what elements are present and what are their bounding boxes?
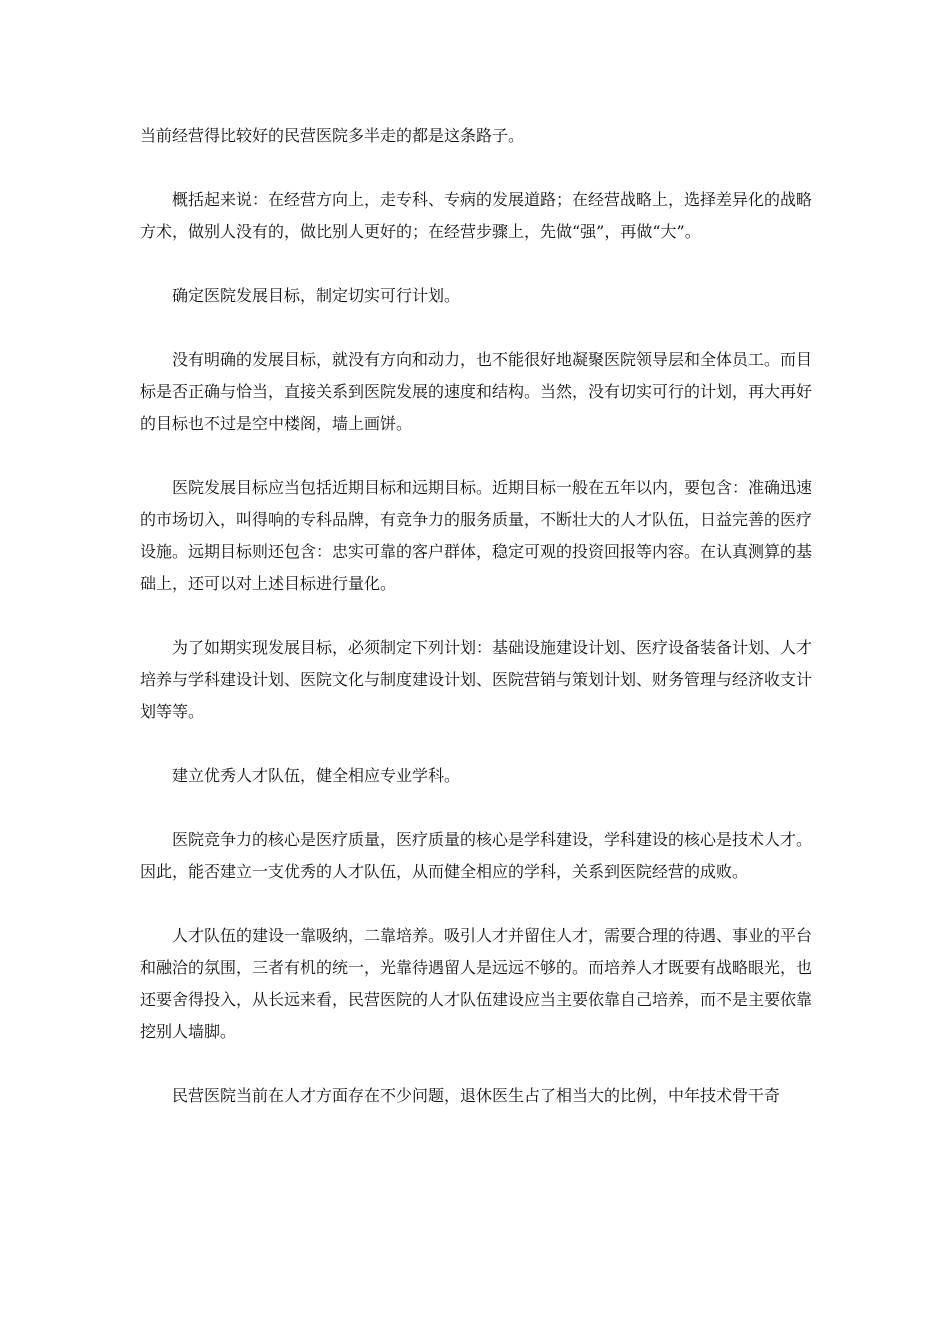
document-body [140, 120, 812, 1144]
paragraph-competitiveness: 医院竞争力的核心是医疗质量，医疗质量的核心是学科建设，学科建设的核心是技术人才。因此，能否建立一支优秀的人才队伍，从而健全相应的学科，关系到医院经营的成败。 [140, 830, 813, 881]
section-heading-talent: 建立优秀人才队伍，健全相应专业学科。 [172, 766, 461, 785]
paragraph-plans: 为了如期实现发展目标，必须制定下列计划：基础设施建设计划、医疗设备装备计划、人才培养与学科建设计划、医院文化与制度建设计划、医院营销与策划计划、财务管理与经济收支计划等等。 [140, 638, 813, 721]
section-heading-goals: 确定医院发展目标，制定切实可行计划。 [172, 286, 461, 305]
paragraph-goals-importance: 没有明确的发展目标，就没有方向和动力，也不能很好地凝聚医院领导层和全体员工。而目标是否正确与恰当，直接关系到医院发展的速度和结构。当然，没有切实可行的计划，再大再好的目标也不过是空中楼阁，墙上画饼。 [140, 350, 813, 433]
paragraph-goals-content: 医院发展目标应当包括近期目标和远期目标。近期目标一般在五年以内，要包含：准确迅速的市场切入，叫得响的专科品牌，有竞争力的服务质量，不断壮大的人才队伍，日益完善的医疗设施。远期目标则还包含：忠实可靠的客户群体，稳定可观的投资回报等内容。在认真测算的基础上，还可以对上述目标进行量化。 [140, 478, 813, 593]
paragraph-continuation: 当前经营得比较好的民营医院多半走的都是这条路子。 [140, 126, 525, 145]
paragraph-summary: 概括起来说：在经营方向上，走专科、专病的发展道路；在经营战略上，选择差异化的战略方术，做别人没有的，做比别人更好的；在经营步骤上，先做“强”，再做“大”。 [140, 190, 813, 241]
paragraph-talent-problems: 民营医院当前在人才方面存在不少问题，退休医生占了相当大的比例，中年技术骨干奇 [172, 1086, 781, 1105]
paragraph-talent-building: 人才队伍的建设一靠吸纳，二靠培养。吸引人才并留住人才，需要合理的待遇、事业的平台和融洽的氛围，三者有机的统一，光靠待遇留人是远远不够的。而培养人才既要有战略眼光，也还要舍得投入，从长远来看，民营医院的人才队伍建设应当主要依靠自己培养，而不是主要依靠挖别人墙脚。 [140, 926, 813, 1041]
